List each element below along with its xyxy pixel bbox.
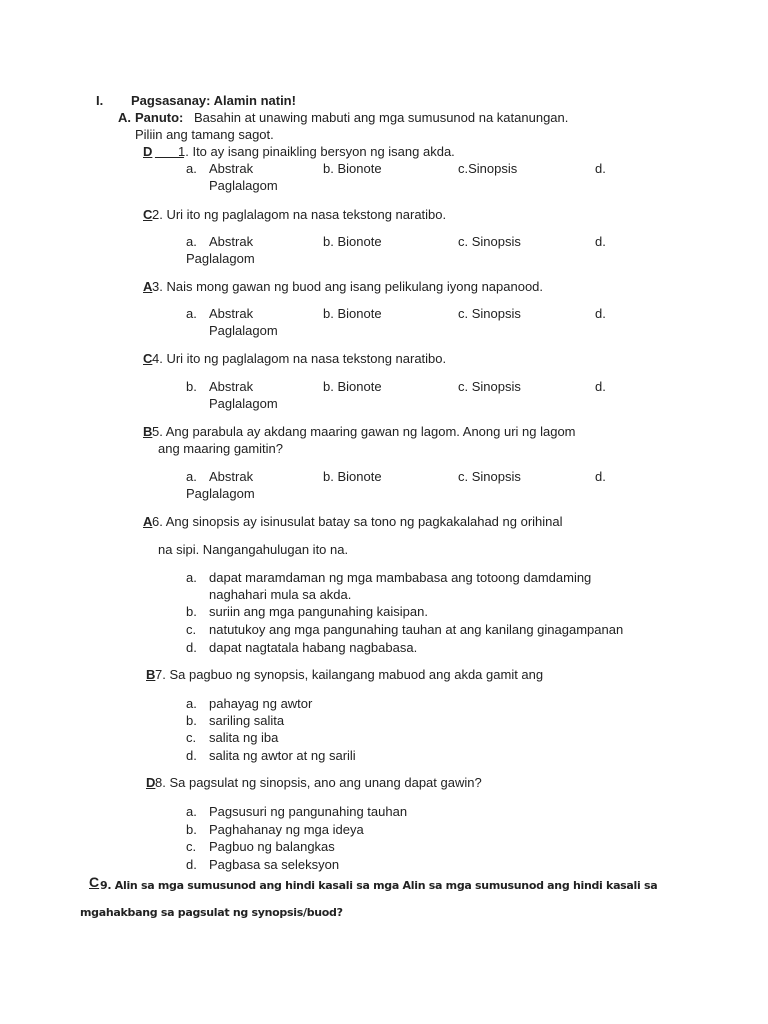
answer-blank: ____ bbox=[155, 144, 184, 159]
option-letter: d. bbox=[595, 161, 606, 176]
option-text: dapat maramdaman ng mga mambabasa ang totoong damdaming bbox=[209, 570, 592, 585]
option-abstrak: Abstrak bbox=[209, 469, 254, 484]
option-letter: a. bbox=[186, 696, 197, 711]
option-text: Pagbuo ng balangkas bbox=[209, 839, 335, 854]
option-paglalagom: Paglalagom bbox=[186, 251, 255, 266]
option-letter: a. bbox=[186, 234, 197, 249]
instruction-text: Basahin at unawing mabuti ang mga sumusunod na katanungan. bbox=[194, 110, 569, 125]
option-letter: b. bbox=[186, 822, 197, 837]
question-text-continued: na sipi. Nangangahulugan ito na. bbox=[158, 542, 349, 557]
option-bionote: b. Bionote bbox=[323, 469, 382, 484]
option-text: Pagbasa sa seleksyon bbox=[209, 857, 340, 872]
option-bionote: b. Bionote bbox=[323, 379, 382, 394]
option-letter: a. bbox=[186, 804, 197, 819]
answer-mark: A bbox=[143, 279, 153, 294]
option-letter: a. bbox=[186, 161, 197, 176]
part-letter: A. bbox=[118, 110, 131, 125]
answer-mark: D bbox=[143, 144, 153, 159]
option-sinopsis: c. Sinopsis bbox=[458, 469, 521, 484]
option-letter: c. bbox=[186, 622, 197, 637]
option-letter: d. bbox=[186, 640, 197, 655]
option-letter: c. bbox=[186, 839, 197, 854]
section-title: Pagsasanay: Alamin natin! bbox=[131, 93, 296, 108]
option-letter: d. bbox=[595, 469, 606, 484]
option-letter: d. bbox=[595, 234, 606, 249]
option-letter: a. bbox=[186, 469, 197, 484]
option-paglalagom: Paglalagom bbox=[209, 178, 278, 193]
option-letter: b. bbox=[186, 604, 197, 619]
option-sinopsis: c. Sinopsis bbox=[458, 379, 521, 394]
answer-mark: B bbox=[143, 424, 153, 439]
option-letter: a. bbox=[186, 306, 197, 321]
option-text: salita ng awtor at ng sarili bbox=[209, 748, 356, 763]
answer-mark: C bbox=[143, 207, 153, 222]
option-abstrak: Abstrak bbox=[209, 161, 254, 176]
option-letter: b. bbox=[186, 713, 197, 728]
option-letter: d. bbox=[186, 748, 197, 763]
question-text: 7. Sa pagbuo ng synopsis, kailangang mabuod ang akda gamit ang bbox=[155, 667, 544, 682]
option-letter: a. bbox=[186, 570, 197, 585]
option-text: pahayag ng awtor bbox=[209, 696, 313, 711]
option-paglalagom: Paglalagom bbox=[209, 323, 278, 338]
option-text: dapat nagtatala habang nagbabasa. bbox=[209, 640, 418, 655]
option-sinopsis: c. Sinopsis bbox=[458, 306, 521, 321]
option-bionote: b. Bionote bbox=[323, 234, 382, 249]
question-text: 6. Ang sinopsis ay isinusulat batay sa tono ng pagkakalahad ng orihinal bbox=[152, 514, 563, 529]
answer-mark: D bbox=[146, 775, 156, 790]
option-letter: b. bbox=[186, 379, 197, 394]
question-text: 8. Sa pagsulat ng sinopsis, ano ang unang dapat gawin? bbox=[155, 775, 482, 790]
question-text-continued: ang maaring gamitin? bbox=[158, 441, 284, 456]
option-bionote: b. Bionote bbox=[323, 161, 382, 176]
option-bionote: b. Bionote bbox=[323, 306, 382, 321]
question-text: 4. Uri ito ng paglalagom na nasa tekstong naratibo. bbox=[152, 351, 447, 366]
question-text: 5. Ang parabula ay akdang maaring gawan ng lagom. Anong uri ng lagom bbox=[152, 424, 576, 439]
answer-mark: C bbox=[89, 874, 100, 890]
question-text: 3. Nais mong gawan ng buod ang isang pelikulang iyong napanood. bbox=[152, 279, 544, 294]
option-letter: d. bbox=[595, 306, 606, 321]
answer-mark: A bbox=[143, 514, 153, 529]
option-paglalagom: Paglalagom bbox=[209, 396, 278, 411]
answer-mark: B bbox=[146, 667, 156, 682]
section-numeral: I. bbox=[96, 93, 104, 108]
question-text: 9. Alin sa mga sumusunod ang hindi kasali sa mga Alin sa mga sumusunod ang hindi kasali sa bbox=[100, 879, 658, 892]
option-letter: d. bbox=[595, 379, 606, 394]
option-text: Paghahanay ng mga ideya bbox=[209, 822, 364, 837]
option-letter: d. bbox=[186, 857, 197, 872]
option-text: Pagsusuri ng pangunahing tauhan bbox=[209, 804, 408, 819]
option-text: suriin ang mga pangunahing kaisipan. bbox=[209, 604, 428, 619]
option-sinopsis: c. Sinopsis bbox=[458, 234, 521, 249]
option-text-continued: naghahari mula sa akda. bbox=[209, 587, 352, 602]
instruction-label: Panuto: bbox=[135, 110, 184, 125]
option-paglalagom: Paglalagom bbox=[186, 486, 255, 501]
answer-mark: C bbox=[143, 351, 153, 366]
instruction-text: Piliin ang tamang sagot. bbox=[135, 127, 274, 142]
question-text-continued: mgahakbang sa pagsulat ng synopsis/buod? bbox=[80, 906, 343, 919]
question-text: 1. Ito ay isang pinaikling bersyon ng isang akda. bbox=[178, 144, 455, 159]
option-sinopsis: c.Sinopsis bbox=[458, 161, 518, 176]
option-letter: c. bbox=[186, 730, 197, 745]
option-abstrak: Abstrak bbox=[209, 306, 254, 321]
option-text: natutukoy ang mga pangunahing tauhan at ang kanilang ginagampanan bbox=[209, 622, 624, 637]
option-text: salita ng iba bbox=[209, 730, 279, 745]
option-abstrak: Abstrak bbox=[209, 234, 254, 249]
question-text: 2. Uri ito ng paglalagom na nasa tekstong naratibo. bbox=[152, 207, 447, 222]
option-abstrak: Abstrak bbox=[209, 379, 254, 394]
option-text: sariling salita bbox=[209, 713, 285, 728]
